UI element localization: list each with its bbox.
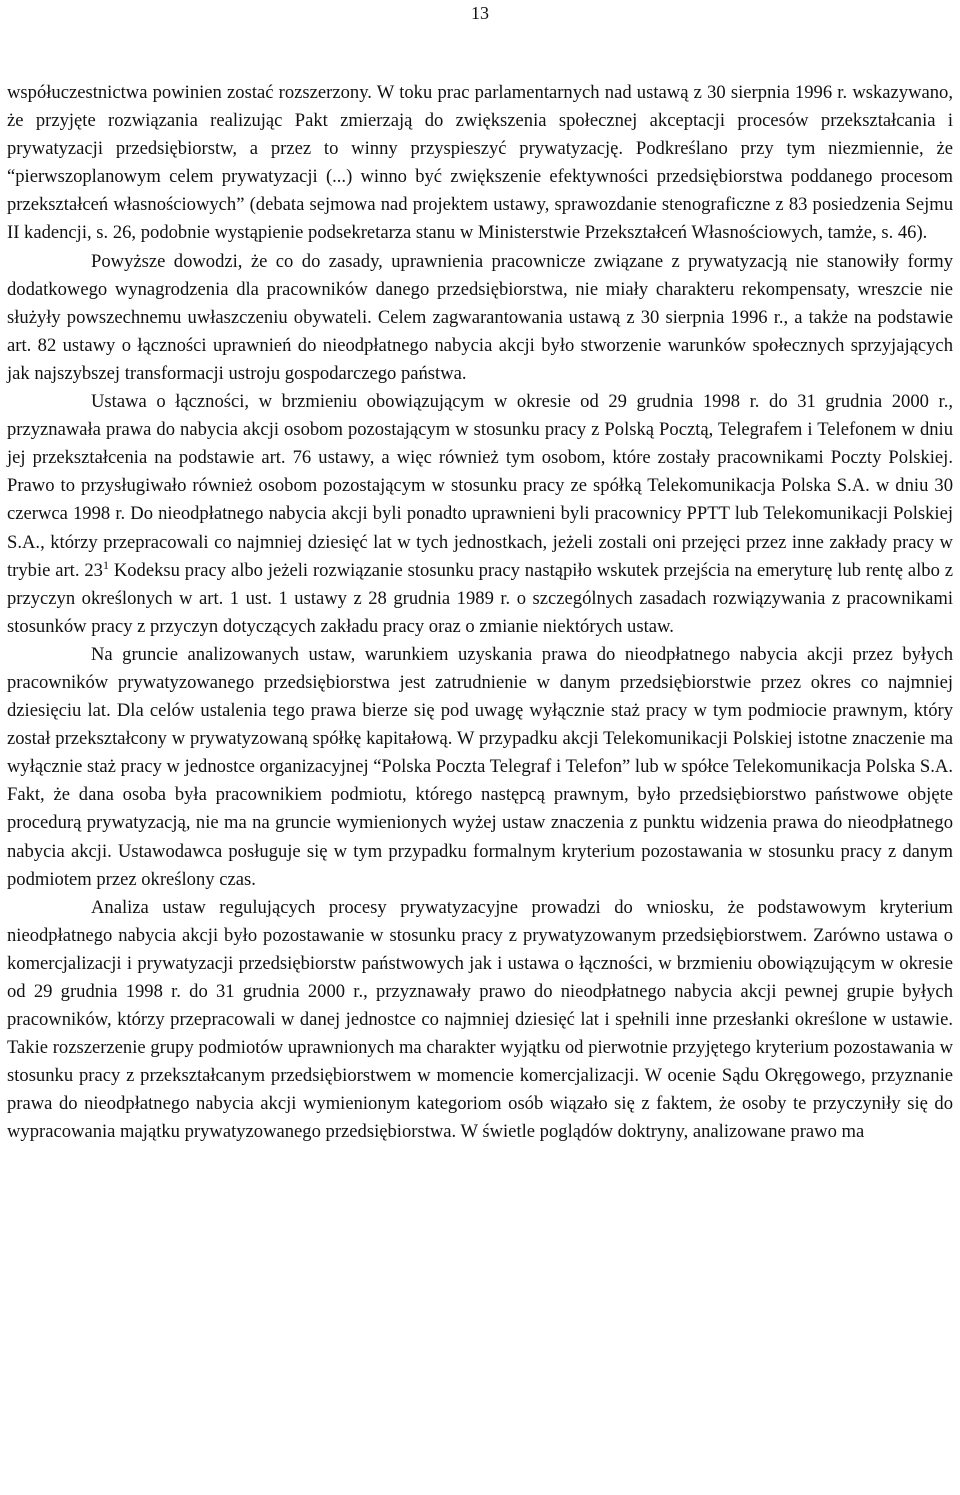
paragraph-text: Ustawa o łączności, w brzmieniu obowiązującym w okresie od 29 grudnia 1998 r. do 31 grudnia 2000 r., przyznawała prawa do nabycia akcji osobom pozostającym w stosunku pracy z Polską Pocztą, Telegrafem i Telefonem w dniu jej przekształcenia na podstawie art. 76 ustawy, a więc również tym osobom, które zostały pracownikami Poczty Polskiej. Prawo to przysługiwało również osobom pozostającym w stosunku pracy ze spółką Telekomunikacja Polska S.A. w dniu 30 czerwca 1998 r. Do nieodpłatnego nabycia akcji byli ponadto uprawnieni byli pracownicy PPTT lub Telekomunikacji Polskiej S.A., którzy przepracowali co najmniej dziesięć lat w tych jednostkach, jeżeli zostali oni przejęci przez inne zakłady pracy w trybie art. 23 <box>7 391 953 581</box>
paragraph-text: Kodeksu pracy albo jeżeli rozwiązanie stosunku pracy nastąpiło wskutek przejścia na emeryturę lub rentę albo z przyczyn określonych w art. 1 ust. 1 ustawy z 28 grudnia 1989 r. o szczególnych zasadach rozwiązywania z pracownikami stosunków pracy z przyczyn dotyczących zakładu pracy oraz o zmianie niektórych ustaw. <box>7 559 953 637</box>
paragraph <box>7 388 953 641</box>
paragraph <box>7 79 953 248</box>
superscript: 1 <box>102 557 109 572</box>
paragraph-text: współuczestnictwa powinien zostać rozszerzony. W toku prac parlamentarnych nad ustawą z 30 sierpnia 1996 r. wskazywano, że przyjęte rozwiązania realizując Pakt zmierzają do zwiększenia społecznej akceptacji procesów przekształcania i prywatyzacji przedsiębiorstw, a przez to winny przyspieszyć prywatyzację. Podkreślano przy tym niezmiennie, że “pierwszoplanowym celem prywatyzacji (...) winno być zwiększenie efektywności przedsiębiorstwa poddanego procesom przekształceń własnościowych” (debata sejmowa nad projektem ustawy, sprawozdanie stenograficzne z 83 posiedzenia Sejmu II kadencji, s. 26, podobnie wystąpienie podsekretarza stanu w Ministerstwie Przekształceń Własnościowych, tamże, s. 46). <box>7 82 953 244</box>
body-text <box>7 79 953 1147</box>
paragraph <box>7 894 953 1147</box>
paragraph <box>7 641 953 894</box>
paragraph <box>7 248 953 388</box>
paragraph-text: Na gruncie analizowanych ustaw, warunkiem uzyskania prawa do nieodpłatnego nabycia akcji przez byłych pracowników prywatyzowanego przedsiębiorstwa jest zatrudnienie w danym przedsiębiorstwie przez okres co najmniej dziesięciu lat. Dla celów ustalenia tego prawa bierze się pod uwagę wyłącznie staż pracy w tym podmiocie prawnym, który został przekształcony w prywatyzowaną spółkę kapitałową. W przypadku akcji Telekomunikacji Polskiej istotne znaczenie ma wyłącznie staż pracy w jednostce organizacyjnej “Polska Poczta Telegraf i Telefon” lub w spółce Telekomunikacja Polska S.A. Fakt, że dana osoba była pracownikiem podmiotu, którego następcą prawnym, było przedsiębiorstwo państwowe objęte procedurą prywatyzacją, nie ma na gruncie wymienionych wyżej ustaw znaczenia z punktu widzenia prawa do nieodpłatnego nabycia akcji. Ustawodawca posługuje się w tym przypadku formalnym kryterium pozostawania w stosunku pracy z danym podmiotem przez określony czas. <box>7 643 953 890</box>
paragraph-text: Analiza ustaw regulujących procesy prywatyzacyjne prowadzi do wniosku, że podstawowym kryterium nieodpłatnego nabycia akcji było pozostawanie w stosunku pracy z prywatyzowanym przedsiębiorstwem. Zarówno ustawa o komercjalizacji i prywatyzacji przedsiębiorstw państwowych jak i ustawa o łączności, w brzmieniu obowiązującym w okresie od 29 grudnia 1998 r. do 31 grudnia 2000 r., przyznawały prawo do nieodpłatnego nabycia akcji pewnej grupie byłych pracowników, którzy przepracowali w danej jednostce co najmniej dziesięć lat i spełnili inne przesłanki określone w ustawie. Takie rozszerzenie grupy podmiotów uprawnionych ma charakter wyjątku od pierwotnie przyjętego kryterium pozostawania w stosunku pracy z przekształcanym przedsiębiorstwem w momencie komercjalizacji. W ocenie Sądu Okręgowego, przyznanie prawa do nieodpłatnego nabycia akcji wymienionym kategoriom osób wiązało się z faktem, że osoby te przyczyniły się do wypracowania majątku prywatyzowanego przedsiębiorstwa. W świetle poglądów doktryny, analizowane prawo ma <box>7 896 953 1143</box>
paragraph-text: Powyższe dowodzi, że co do zasady, uprawnienia pracownicze związane z prywatyzacją nie stanowiły formy dodatkowego wynagrodzenia dla pracowników danego przedsiębiorstwa, nie miały charakteru rekompensaty, wreszcie nie służyły powszechnemu uwłaszczeniu obywateli. Celem zagwarantowania ustawą z 30 sierpnia 1996 r., a także na podstawie art. 82 ustawy o łączności uprawnień do nieodpłatnego nabycia akcji było stworzenie warunków społecznych sprzyjających jak najszybszej transformacji ustroju gospodarczego państwa. <box>7 250 953 384</box>
page-number: 13 <box>471 3 489 23</box>
